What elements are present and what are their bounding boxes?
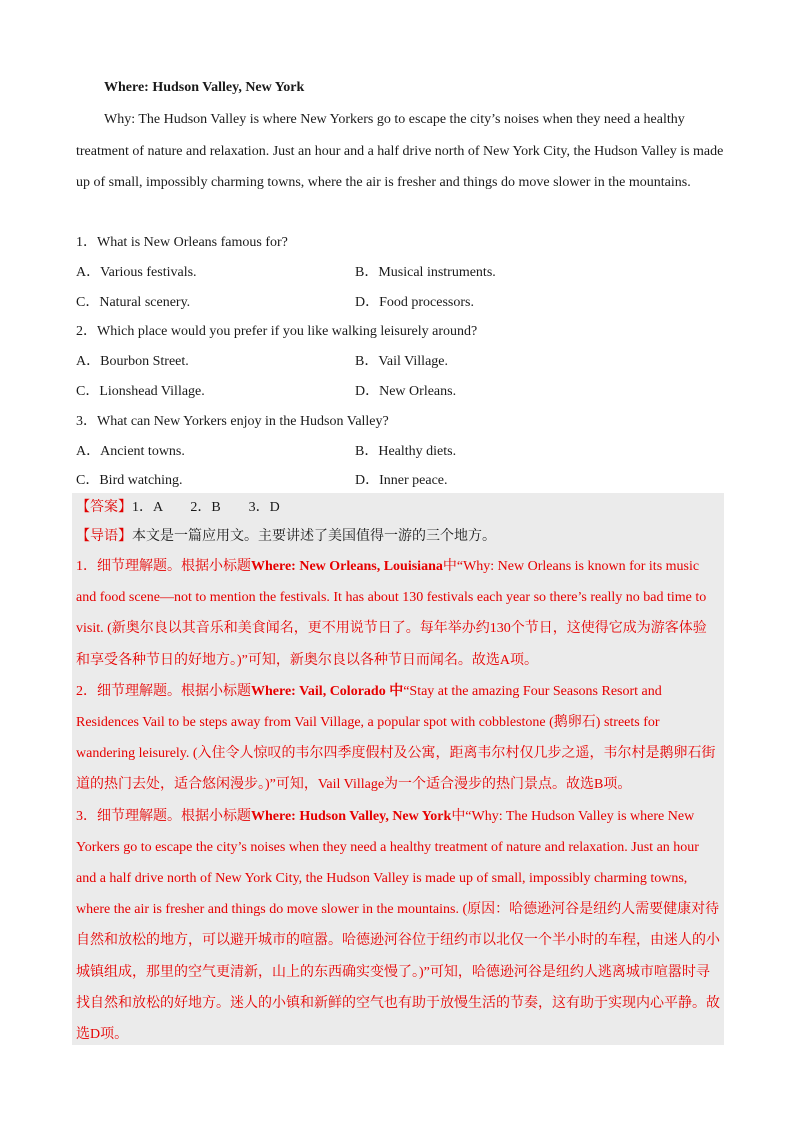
- explanation-title: Where: Hudson Valley, New York: [251, 808, 452, 824]
- question-stem: 3．What can New Yorkers enjoy in the Hudson Valley?: [76, 413, 389, 429]
- explanation-body: 中“Why: The Hudson Valley is where New Yorkers go to escape the city’s noises when they need a healthy treatment of nature and relaxation. Just an hour and a half drive north of New York City, the Hudson Valley is made up of small, impossibly charming towns, where the air is fresher and things do move slower in the mountains. (原因：哈德逊河谷是纽约人需要健康对待自然和放松的地方，可以避开城市的喧嚣。哈德逊河谷位于纽约市以北仅一个半小时的车程，由迷人的小城镇组成，那里的空气更清新，山上的东西确实变慢了。)”可知，哈德逊河谷是纽约人逃离城市喧嚣时寻找自然和放松的好地方。迷人的小镇和新鲜的空气也有助于放慢生活的节奏，这有助于实现内心平静。故选D项。: [76, 808, 720, 1043]
- option-a: A．Various festivals.: [76, 264, 197, 280]
- explanation-3: [76, 801, 720, 1051]
- option-d: D．New Orleans.: [355, 383, 457, 399]
- explanation-prefix: 3．细节理解题。根据小标题: [76, 808, 251, 824]
- explanation-title: Where: New Orleans, Louisiana: [251, 559, 443, 574]
- passage-paragraph: Why: The Hudson Valley is where New Yorkers go to escape the city’s noises when they need a healthy treatment of nature and relaxation. Just an hour and a half drive north of New York City, the Hudson Valley is made up of small, impossibly charming towns, where the air is fresher and things do move slower in the mountains.: [76, 112, 724, 191]
- option-c: C．Bird watching.: [76, 473, 183, 489]
- guide-label: 【导语】: [76, 529, 132, 544]
- question-stem: 1．What is New Orleans famous for?: [76, 235, 288, 250]
- explanation-prefix: 2．细节理解题。根据小标题: [76, 683, 251, 699]
- explanation-prefix: 1．细节理解题。根据小标题: [76, 559, 251, 574]
- option-d: D．Inner peace.: [355, 473, 448, 489]
- option-d: D．Food processors.: [355, 294, 474, 310]
- answer-label: 【答案】: [76, 500, 132, 515]
- option-b: B．Vail Village.: [355, 354, 449, 370]
- explanation-2: [76, 676, 720, 801]
- options-row: [76, 466, 726, 496]
- passage-heading: Where: Hudson Valley, New York: [104, 80, 305, 95]
- option-c: C．Lionshead Village.: [76, 383, 205, 399]
- options-row: [76, 437, 726, 467]
- answer-line: [76, 493, 720, 522]
- options-row: [76, 347, 726, 377]
- option-b: B．Musical instruments.: [355, 264, 496, 280]
- guide-text: 本文是一篇应用文。主要讲述了美国值得一游的三个地方。: [132, 529, 496, 544]
- question-stem: 2．Which place would you prefer if you like walking leisurely around?: [76, 324, 478, 340]
- options-row: [76, 288, 726, 318]
- option-c: C．Natural scenery.: [76, 294, 191, 310]
- option-a: A．Ancient towns.: [76, 443, 185, 459]
- questions-section: [76, 228, 726, 496]
- guide-line: [76, 522, 720, 551]
- explanation-title: Where: Vail, Colorado 中: [251, 683, 404, 699]
- explanation-body: 中“Why: New Orleans is known for its music and food scene—not to mention the festivals. It has about 130 festivals each year so there’s really no bad time to visit. (新奥尔良以其音乐和美食闻名，更不用说节日了。每年举办约130个节日，这使得它成为游客体验和享受各种节日的好地方。)”可知，新奥尔良以各种节日而闻名。故选A项。: [76, 559, 707, 668]
- options-row: [76, 258, 726, 288]
- explanation-1: [76, 551, 720, 676]
- explanation-body: “Stay at the amazing Four Seasons Resort and Residences Vail to be steps away from Vail Village, a popular spot with cobblestone (鹅卵石) streets for wandering leisurely. (入住令人惊叹的韦尔四季度假村及公寓，距离韦尔村仅几步之遥，韦尔村是鹅卵石街道的热门去处，适合悠闲漫步。)”可知，Vail Village为一个适合漫步的热门景点。故选B项。: [76, 683, 716, 793]
- option-a: A．Bourbon Street.: [76, 354, 189, 370]
- passage-section: [76, 76, 726, 199]
- options-row: [76, 377, 726, 407]
- answer-explanation-box: [72, 493, 724, 1045]
- option-b: B．Healthy diets.: [355, 443, 457, 459]
- answer-text: 1．A 2．B 3．D: [132, 500, 280, 515]
